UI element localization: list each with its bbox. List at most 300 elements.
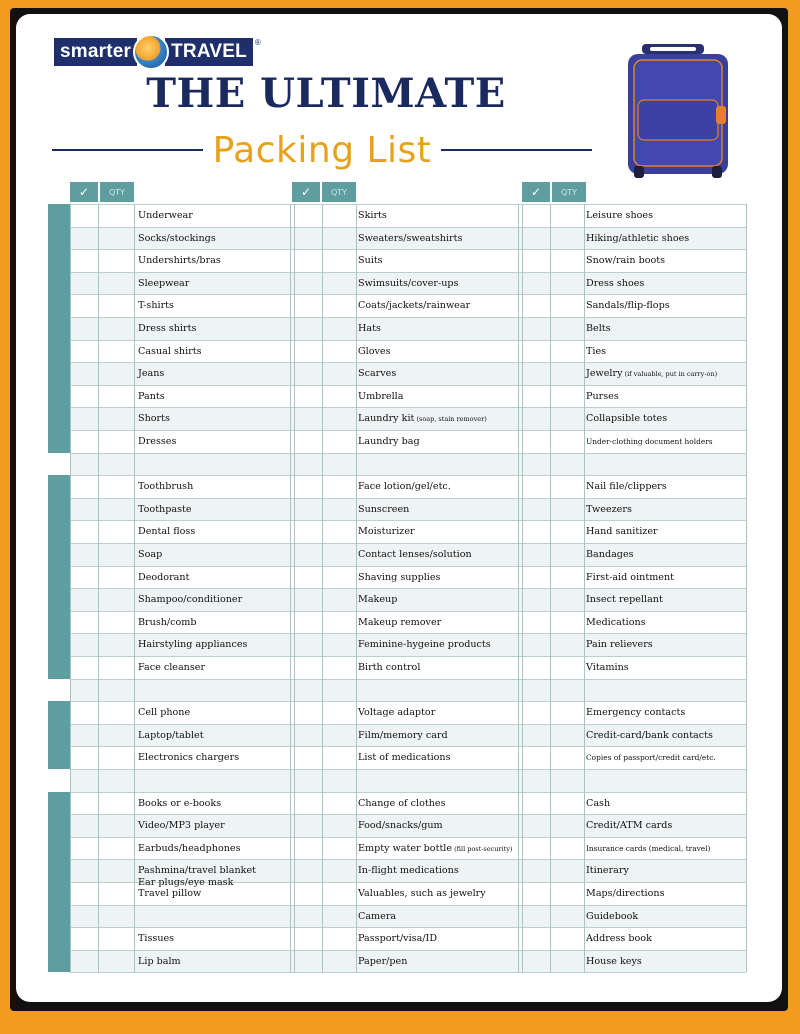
packing-item-label: Nail file/clippers [586,481,667,493]
packing-item [358,865,459,876]
packing-item [138,481,193,492]
packing-item-label: Makeup remover [358,616,442,628]
item-checkbox[interactable] [294,342,318,361]
section-bar-4 [48,792,70,973]
column-divider [518,204,519,972]
packing-item [586,662,629,673]
packing-item-label: T-shirts [138,300,174,312]
packing-item [358,481,451,492]
item-qty-field[interactable] [100,229,132,248]
item-qty-field[interactable] [552,319,584,338]
packing-item-label: Suits [358,255,383,267]
item-qty-field[interactable] [322,251,354,270]
packing-item [586,300,670,311]
item-checkbox[interactable] [72,229,96,248]
row-divider [70,859,746,860]
item-qty-field[interactable] [552,522,584,541]
packing-item-label: Leisure shoes [586,210,654,221]
item-qty-field[interactable] [100,635,132,654]
item-checkbox[interactable] [294,884,318,903]
packing-item [358,639,491,650]
item-qty-field[interactable] [100,929,132,948]
item-qty-field[interactable] [322,658,354,677]
packing-item-label: Maps/directions [586,888,665,899]
item-checkbox[interactable] [524,477,548,496]
item-qty-field[interactable] [322,703,354,722]
globe-icon [133,34,169,70]
item-qty-field[interactable] [552,816,584,835]
packing-item [358,210,387,221]
packing-item-label: Voltage adaptor [358,707,436,719]
item-checkbox[interactable] [72,635,96,654]
packing-item-label: Skirts [358,210,387,221]
packing-list-sheet [16,14,782,1002]
item-checkbox[interactable] [72,861,96,880]
item-checkbox[interactable] [524,500,548,519]
item-qty-field[interactable] [100,251,132,270]
item-checkbox[interactable] [72,296,96,315]
row-divider [70,701,746,702]
item-checkbox[interactable] [72,342,96,361]
packing-item-label: Paper/pen [358,955,408,967]
item-qty-field[interactable] [100,816,132,835]
item-qty-field[interactable] [552,477,584,496]
item-checkbox[interactable] [524,929,548,948]
item-checkbox[interactable] [524,319,548,338]
packing-item [586,436,713,447]
item-qty-field[interactable] [552,409,584,428]
column-header-1 [70,182,134,202]
item-qty-field[interactable] [100,952,132,971]
item-checkbox[interactable] [294,816,318,835]
item-checkbox[interactable] [294,839,318,858]
item-qty-field[interactable] [100,342,132,361]
item-qty-field[interactable] [552,545,584,564]
item-qty-field[interactable] [100,319,132,338]
item-qty-field[interactable] [322,477,354,496]
item-qty-field[interactable] [100,432,132,451]
packing-item-label: List of medications [358,752,451,764]
item-qty-field[interactable] [100,613,132,632]
item-qty-field[interactable] [552,251,584,270]
packing-item-label: Camera [358,910,397,922]
packing-item [586,730,713,741]
packing-item-label: Itinerary [586,865,629,877]
item-qty-field[interactable] [322,748,354,767]
item-qty-field[interactable] [100,884,132,903]
item-checkbox[interactable] [294,861,318,880]
item-checkbox[interactable] [524,229,548,248]
item-checkbox[interactable] [524,748,548,767]
item-qty-field[interactable] [100,296,132,315]
packing-item [358,346,391,357]
packing-item-label: Moisturizer [358,526,415,538]
item-checkbox[interactable] [294,364,318,383]
item-qty-field[interactable] [100,568,132,587]
packing-item [138,662,205,673]
packing-item [138,278,189,289]
item-qty-field[interactable] [100,364,132,383]
logo-right-text: TRAVEL [165,38,253,66]
item-qty-field[interactable] [552,635,584,654]
packing-item [138,413,170,424]
item-checkbox[interactable] [294,477,318,496]
item-qty-field[interactable] [322,568,354,587]
item-qty-field[interactable] [552,432,584,451]
packing-item-label: Scarves [358,368,397,380]
packing-item-label: Sweaters/sweatshirts [358,232,463,244]
item-qty-field[interactable] [100,748,132,767]
packing-item-label: Credit/ATM cards [586,820,673,832]
item-checkbox[interactable] [524,794,548,813]
item-qty-field[interactable] [552,726,584,745]
item-checkbox[interactable] [72,568,96,587]
item-checkbox[interactable] [524,364,548,383]
section-bar-3 [48,701,70,769]
item-qty-field[interactable] [322,839,354,858]
item-qty-field[interactable] [100,206,132,225]
packing-item-label: Valuables, such as jewelry [358,888,486,899]
item-qty-field[interactable] [100,839,132,858]
item-qty-field[interactable] [552,500,584,519]
item-checkbox[interactable] [524,703,548,722]
item-qty-field[interactable] [552,703,584,722]
item-checkbox[interactable] [524,590,548,609]
packing-item-label: Deodorant [138,571,190,583]
packing-item-label: Swimsuits/cover-ups [358,277,459,289]
item-checkbox[interactable] [72,522,96,541]
item-checkbox[interactable] [294,387,318,406]
item-checkbox[interactable] [72,590,96,609]
packing-item-label: Face cleanser [138,662,206,673]
packing-item-label: Ties [586,345,607,357]
item-checkbox[interactable] [294,545,318,564]
item-checkbox[interactable] [294,206,318,225]
packing-item [358,888,486,899]
row-divider [70,837,746,838]
item-checkbox[interactable] [72,409,96,428]
item-checkbox[interactable] [524,952,548,971]
item-checkbox[interactable] [524,409,548,428]
packing-item [358,730,448,741]
column-divider [584,204,585,972]
item-checkbox[interactable] [294,658,318,677]
packing-item-label: Dental floss [138,526,196,538]
item-checkbox[interactable] [524,861,548,880]
packing-item-label: Cash [586,797,611,809]
item-qty-field[interactable] [552,929,584,948]
item-qty-field[interactable] [322,861,354,880]
item-checkbox[interactable] [294,409,318,428]
packing-item [138,888,201,899]
item-checkbox[interactable] [72,500,96,519]
item-checkbox[interactable] [294,590,318,609]
item-qty-field[interactable] [100,703,132,722]
row-divider [70,611,746,612]
item-checkbox[interactable] [72,274,96,293]
item-checkbox[interactable] [72,206,96,225]
item-qty-field[interactable] [552,613,584,632]
column-divider [356,204,357,972]
packing-item [138,572,189,583]
item-checkbox[interactable] [524,635,548,654]
item-checkbox[interactable] [294,251,318,270]
item-qty-field[interactable] [322,500,354,519]
row-divider [70,362,746,363]
item-qty-field[interactable] [552,658,584,677]
column-divider [746,204,747,972]
row-divider [70,453,746,454]
item-checkbox[interactable] [524,387,548,406]
item-checkbox[interactable] [72,477,96,496]
packing-item-label: Books or e-books [138,797,222,809]
packing-item [138,707,190,718]
packing-item-label: Passport/visa/ID [358,933,438,945]
item-qty-field[interactable] [552,229,584,248]
item-qty-field[interactable] [322,229,354,248]
item-checkbox[interactable] [72,748,96,767]
item-checkbox[interactable] [294,319,318,338]
item-checkbox[interactable] [524,568,548,587]
item-qty-field[interactable] [552,274,584,293]
item-checkbox[interactable] [72,952,96,971]
item-checkbox[interactable] [524,658,548,677]
item-qty-field[interactable] [322,613,354,632]
item-qty-field[interactable] [100,794,132,813]
row-divider [70,566,746,567]
item-checkbox[interactable] [294,568,318,587]
packing-item-label: Underwear [138,210,193,221]
item-checkbox[interactable] [524,342,548,361]
row-divider [70,950,746,951]
item-checkbox[interactable] [72,703,96,722]
packing-item [358,526,415,537]
item-qty-field[interactable] [322,206,354,225]
row-divider [70,972,746,973]
item-checkbox[interactable] [294,703,318,722]
item-checkbox[interactable] [294,432,318,451]
item-qty-field[interactable] [552,342,584,361]
item-qty-field[interactable] [552,568,584,587]
packing-item [138,549,162,560]
item-checkbox[interactable] [72,364,96,383]
item-checkbox[interactable] [294,748,318,767]
item-checkbox[interactable] [294,296,318,315]
item-qty-field[interactable] [322,522,354,541]
item-qty-field[interactable] [552,907,584,926]
item-qty-field[interactable] [322,409,354,428]
item-checkbox[interactable] [294,635,318,654]
packing-item-label: Address book [586,933,652,945]
item-qty-field[interactable] [552,839,584,858]
packing-item [586,820,672,831]
packing-item-label: Snow/rain boots [586,255,666,267]
item-checkbox[interactable] [524,726,548,745]
item-checkbox[interactable] [524,296,548,315]
item-qty-field[interactable] [322,274,354,293]
item-qty-field[interactable] [322,387,354,406]
packing-item [138,255,221,266]
row-divider [70,814,746,815]
row-divider [70,927,746,928]
item-checkbox[interactable] [72,613,96,632]
packing-item [586,639,653,650]
item-checkbox[interactable] [72,839,96,858]
packing-item-label: Face lotion/gel/etc. [358,481,451,493]
row-band [70,453,746,476]
packing-item-label: Jeans [138,368,165,380]
item-qty-field[interactable] [100,658,132,677]
item-qty-field[interactable] [322,545,354,564]
item-qty-field[interactable] [552,794,584,813]
item-qty-field[interactable] [322,794,354,813]
item-qty-field[interactable] [322,884,354,903]
item-qty-field[interactable] [552,296,584,315]
item-qty-field[interactable] [100,500,132,519]
item-checkbox[interactable] [524,251,548,270]
item-checkbox[interactable] [72,726,96,745]
packing-item [586,413,667,424]
item-checkbox[interactable] [72,658,96,677]
item-qty-field[interactable] [100,274,132,293]
item-checkbox[interactable] [524,884,548,903]
item-checkbox[interactable] [524,522,548,541]
packing-item-label: Emergency contacts [586,707,686,719]
registered-mark: ® [254,38,261,47]
packing-item-label: Tissues [138,933,175,945]
item-checkbox[interactable] [72,929,96,948]
item-checkbox[interactable] [72,816,96,835]
item-qty-field[interactable] [322,342,354,361]
packing-item [358,368,396,379]
packing-item-label: Toothpaste [138,503,192,515]
item-qty-field[interactable] [322,432,354,451]
packing-item [358,911,396,922]
item-qty-field[interactable] [552,387,584,406]
item-checkbox[interactable] [72,319,96,338]
item-qty-field[interactable] [322,952,354,971]
check-header-icon: ✓ [292,182,320,202]
item-checkbox[interactable] [72,387,96,406]
packing-item-label: Birth control [358,662,421,673]
item-qty-field[interactable] [100,409,132,428]
item-qty-field[interactable] [552,884,584,903]
item-qty-field[interactable] [322,296,354,315]
item-checkbox[interactable] [294,500,318,519]
item-qty-field[interactable] [100,477,132,496]
item-qty-field[interactable] [552,748,584,767]
item-checkbox[interactable] [524,432,548,451]
packing-item [358,662,420,673]
packing-item-label: Copies of passport/credit card/etc. [586,753,716,763]
section-bar-1 [48,204,70,453]
item-qty-field[interactable] [100,387,132,406]
item-checkbox[interactable] [294,522,318,541]
packing-item [358,413,487,425]
packing-item-label: Insect repellant [586,594,663,606]
row-divider [70,430,746,431]
item-checkbox[interactable] [524,206,548,225]
packing-item-note: (if valuable, put in carry-on) [622,370,718,379]
item-qty-field[interactable] [322,816,354,835]
item-checkbox[interactable] [524,816,548,835]
item-qty-field[interactable] [100,522,132,541]
packing-item [586,278,644,289]
packing-item-label: Dress shirts [138,323,197,334]
row-divider [70,746,746,747]
item-checkbox[interactable] [294,952,318,971]
item-checkbox[interactable] [72,545,96,564]
item-qty-field[interactable] [322,635,354,654]
packing-item [358,707,435,718]
packing-item-label: Bandages [586,549,634,560]
item-checkbox[interactable] [524,274,548,293]
packing-item-label: Hand sanitizer [586,526,658,538]
packing-item-label: Pashmina/travel blanket [138,865,256,877]
packing-item-label: Dresses [138,436,177,447]
item-qty-field[interactable] [322,726,354,745]
item-checkbox[interactable] [294,794,318,813]
row-band [70,905,746,928]
item-checkbox[interactable] [524,907,548,926]
item-qty-field[interactable] [552,364,584,383]
row-band [70,769,746,792]
item-qty-field[interactable] [552,952,584,971]
packing-item-label: In-flight medications [358,865,459,877]
item-checkbox[interactable] [72,794,96,813]
item-qty-field[interactable] [552,861,584,880]
packing-item-label: Laundry bag [358,436,420,447]
item-checkbox[interactable] [72,884,96,903]
packing-item [138,820,225,831]
item-qty-field[interactable] [552,206,584,225]
item-checkbox[interactable] [294,613,318,632]
item-qty-field[interactable] [100,545,132,564]
packing-item [138,865,256,876]
packing-item [358,504,409,515]
item-checkbox[interactable] [524,613,548,632]
item-qty-field[interactable] [322,364,354,383]
packing-item [586,368,717,380]
packing-item-label: Medications [586,616,646,628]
item-qty-field[interactable] [552,590,584,609]
packing-item-label: Ear plugs/eye mask [138,876,234,888]
item-checkbox[interactable] [524,839,548,858]
packing-item-label: Makeup [358,594,398,606]
item-qty-field[interactable] [100,590,132,609]
item-qty-field[interactable] [322,590,354,609]
item-checkbox[interactable] [524,545,548,564]
page-subtitle: Packing List [212,129,432,171]
packing-item-label: Jewelry [586,368,623,380]
item-checkbox[interactable] [294,907,318,926]
item-qty-field[interactable] [322,907,354,926]
packing-item-label: Sleepwear [138,277,190,289]
qty-header: QTY [322,182,356,202]
item-qty-field[interactable] [100,861,132,880]
item-qty-field[interactable] [322,319,354,338]
item-checkbox[interactable] [72,432,96,451]
item-checkbox[interactable] [72,251,96,270]
item-checkbox[interactable] [294,229,318,248]
item-qty-field[interactable] [322,929,354,948]
item-checkbox[interactable] [294,929,318,948]
packing-item [138,843,241,854]
item-checkbox[interactable] [294,726,318,745]
item-checkbox[interactable] [294,274,318,293]
item-qty-field[interactable] [100,726,132,745]
column-divider [98,204,99,972]
